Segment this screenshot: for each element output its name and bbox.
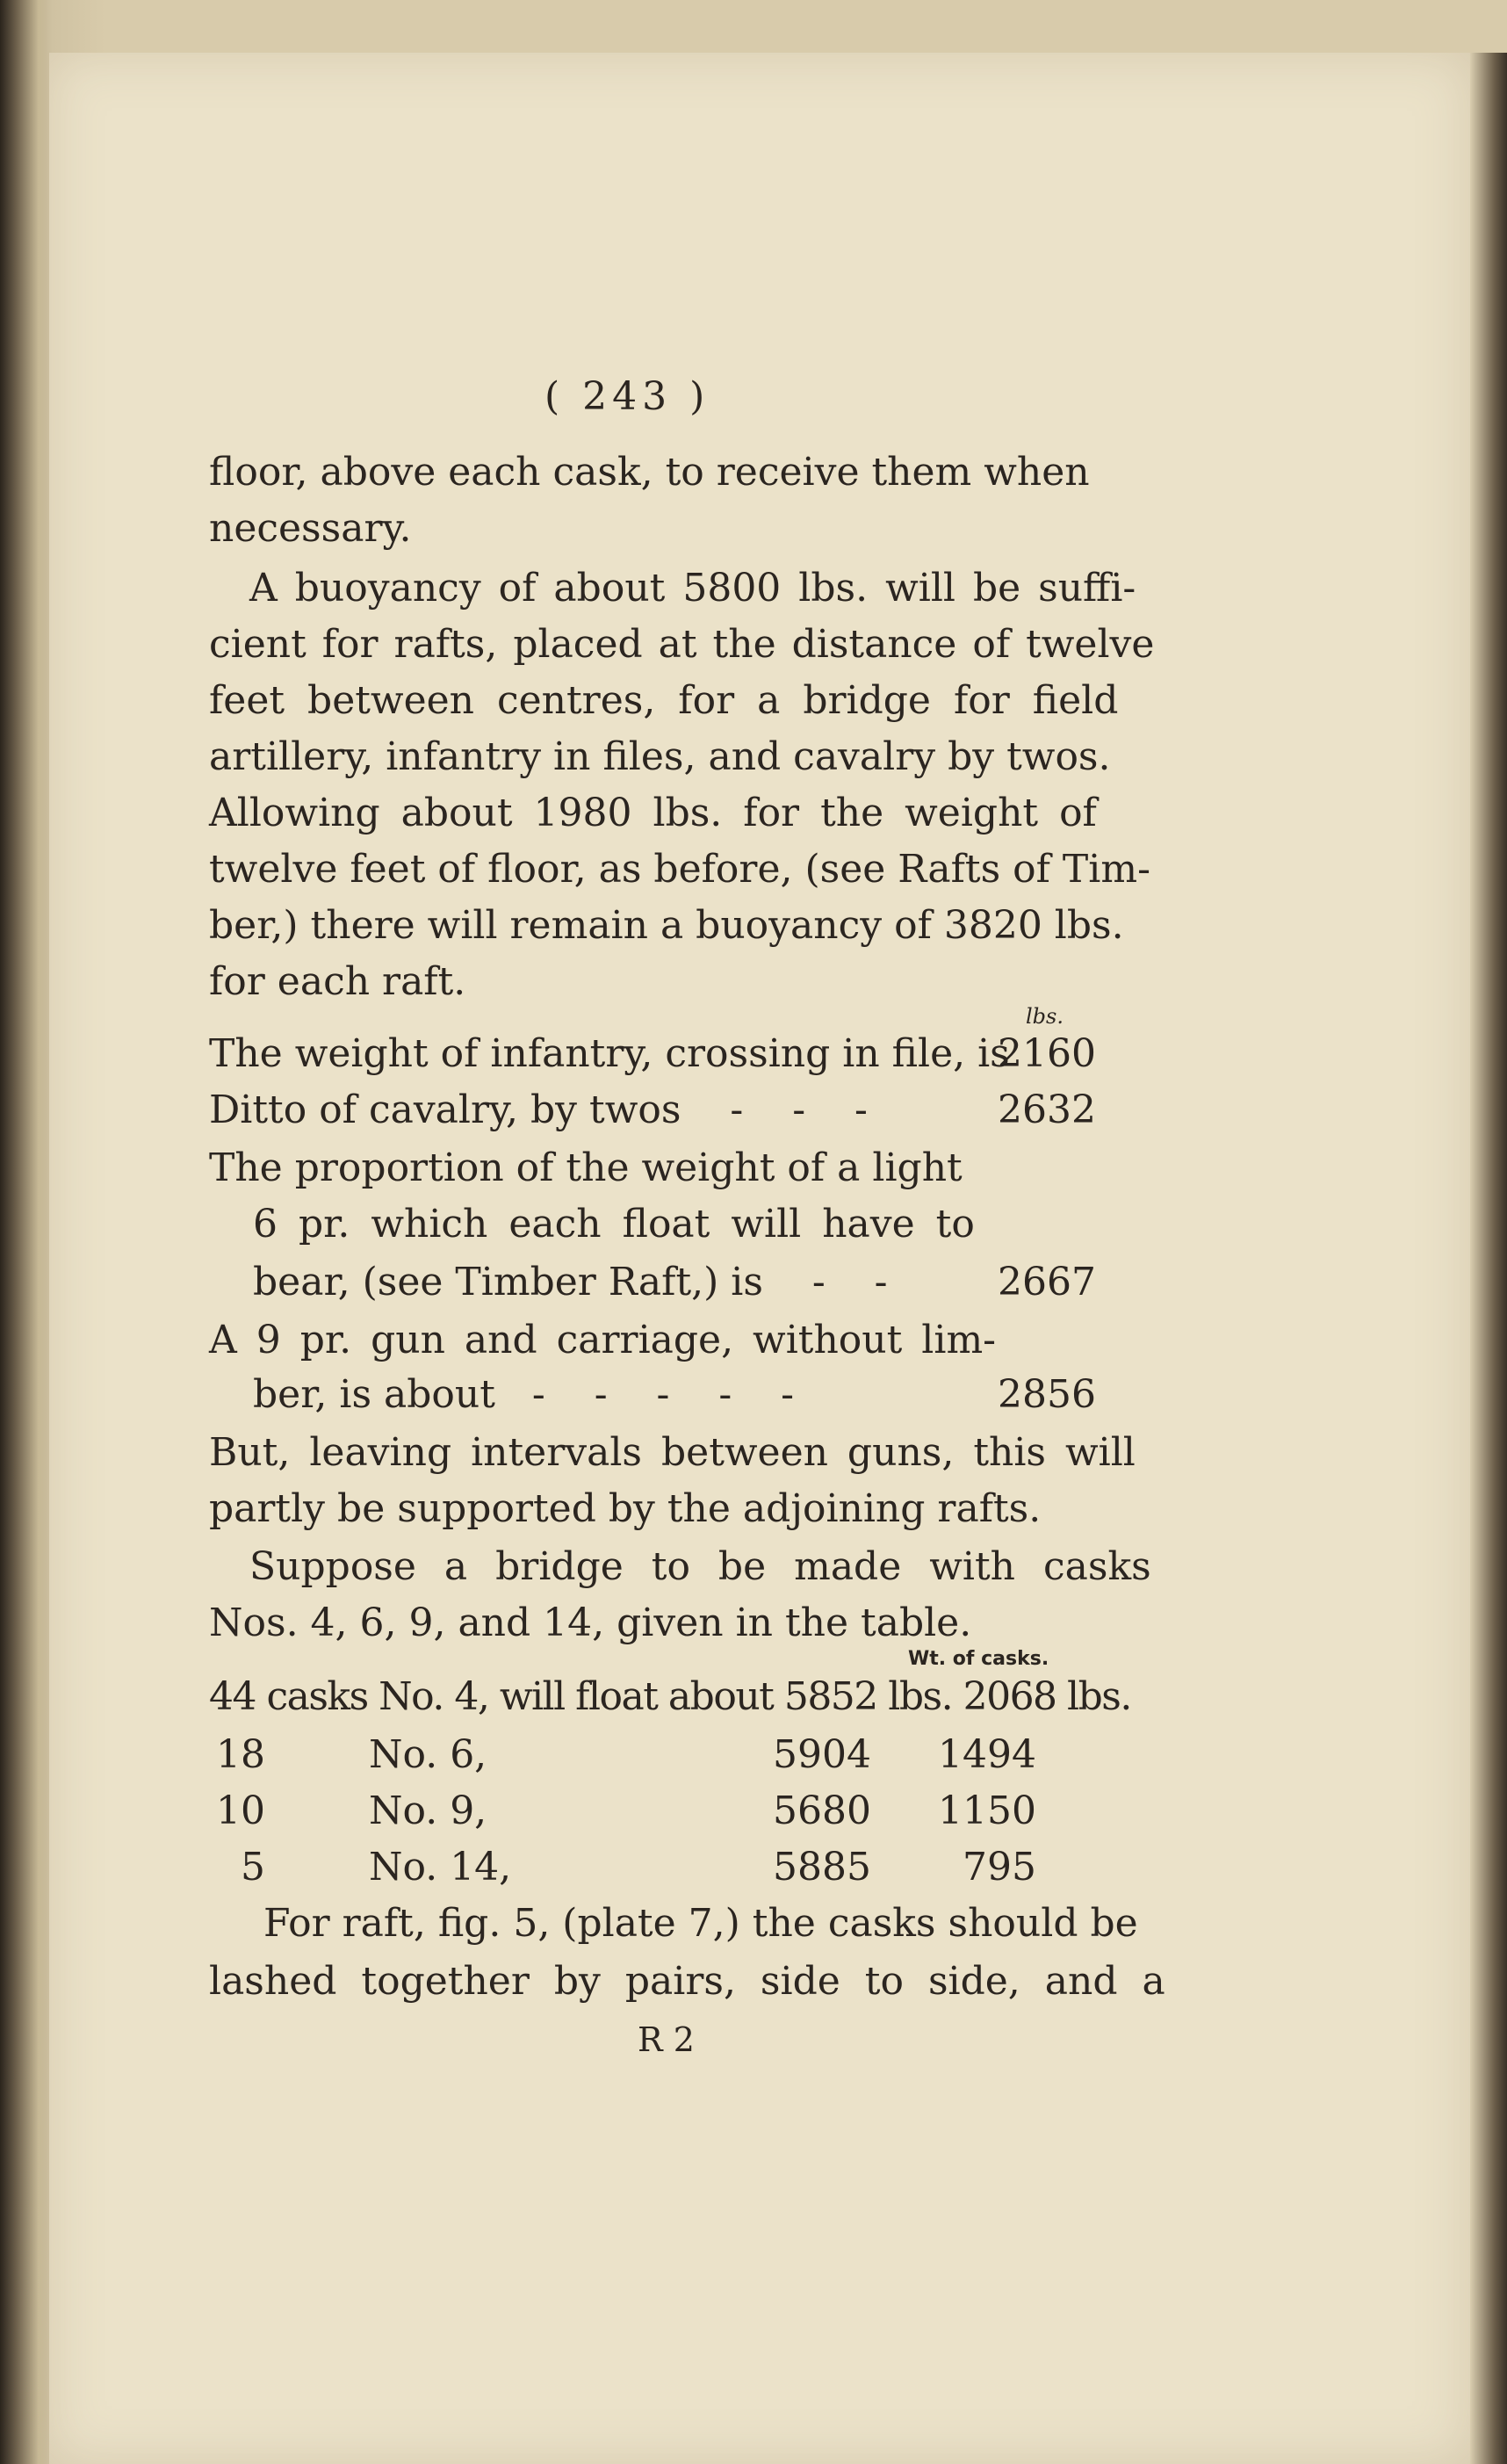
- paragraph-2-line-5: Allowing about 1980 lbs. for the weight of: [209, 791, 1097, 835]
- paragraph-1-line-1: floor, above each cask, to receive them when: [209, 450, 1090, 495]
- weights-row-7-value: 2856: [998, 1372, 1096, 1417]
- weights-row-3-text: The proportion of the weight of a light: [209, 1145, 963, 1190]
- paragraph-3-line-1: But, leaving intervals between guns, this will: [209, 1430, 1136, 1475]
- paragraph-2-line-2: cient for rafts, placed at the distance of twelve: [209, 622, 1155, 667]
- paragraph-3-line-2: partly be supported by the adjoining rafts.: [209, 1486, 1042, 1531]
- paragraph-2-line-6: twelve feet of floor, as before, (see Rafts of Tim-: [209, 847, 1150, 892]
- weights-row-7-text: ber, is about - - - - -: [253, 1372, 794, 1417]
- signature-mark: R 2: [638, 2020, 695, 2059]
- casks-row-2-label: No. 9,: [369, 1788, 487, 1833]
- casks-column-header: Wt. of casks.: [908, 1648, 1049, 1670]
- casks-row-2-float: 5680: [773, 1788, 871, 1833]
- casks-first-row: 44 casks No. 4, will float about 5852 lbs. 2068 lbs.: [209, 1674, 1131, 1719]
- casks-row-1-count: 18: [216, 1732, 265, 1777]
- paragraph-4-line-1: Suppose a bridge to be made with casks: [249, 1544, 1151, 1589]
- paragraph-2-line-7: ber,) there will remain a buoyancy of 3820 lbs.: [209, 903, 1124, 948]
- paragraph-2-line-8: for each raft.: [209, 959, 466, 1004]
- casks-row-1-weight: 1494: [938, 1732, 1036, 1777]
- casks-row-2-count: 10: [216, 1788, 265, 1833]
- paragraph-2-line-3: feet between centres, for a bridge for field: [209, 678, 1119, 723]
- casks-row-1-label: No. 6,: [369, 1732, 487, 1777]
- weights-row-1-text: The weight of infantry, crossing in file, is: [209, 1031, 1010, 1076]
- weights-row-6-text: A 9 pr. gun and carriage, without lim-: [209, 1318, 997, 1362]
- weights-row-1-value: 2160: [998, 1031, 1096, 1076]
- paragraph-5-line-2: lashed together by pairs, side to side, and a: [209, 1959, 1165, 2004]
- page-header: ( 243 ): [544, 374, 710, 419]
- casks-row-3-label: No. 14,: [369, 1845, 512, 1890]
- weights-row-5-value: 2667: [998, 1260, 1096, 1304]
- casks-row-3-count: 5: [241, 1845, 265, 1890]
- weights-row-2-value: 2632: [998, 1087, 1096, 1132]
- paragraph-2-line-1: A buoyancy of about 5800 lbs. will be suffi-: [249, 566, 1136, 611]
- page-edge-shadow: [1470, 53, 1507, 2464]
- paragraph-2-line-4: artillery, infantry in files, and cavalry by twos.: [209, 734, 1111, 779]
- paragraph-4-line-2: Nos. 4, 6, 9, and 14, given in the table.: [209, 1601, 972, 1645]
- casks-row-2-weight: 1150: [938, 1788, 1036, 1833]
- paragraph-5-line-1: For raft, fig. 5, (plate 7,) the casks should be: [263, 1901, 1138, 1946]
- weights-row-2-text: Ditto of cavalry, by twos - - -: [209, 1087, 868, 1132]
- weights-row-5-text: bear, (see Timber Raft,) is - -: [253, 1260, 888, 1304]
- weights-unit-header: lbs.: [1026, 1004, 1064, 1029]
- weights-row-4-text: 6 pr. which each float will have to: [253, 1202, 975, 1246]
- casks-row-3-float: 5885: [773, 1845, 871, 1890]
- paragraph-1-line-2: necessary.: [209, 506, 412, 551]
- book-spine-shadow: [0, 0, 49, 2464]
- casks-row-1-float: 5904: [773, 1732, 871, 1777]
- casks-row-3-weight: 795: [963, 1845, 1036, 1890]
